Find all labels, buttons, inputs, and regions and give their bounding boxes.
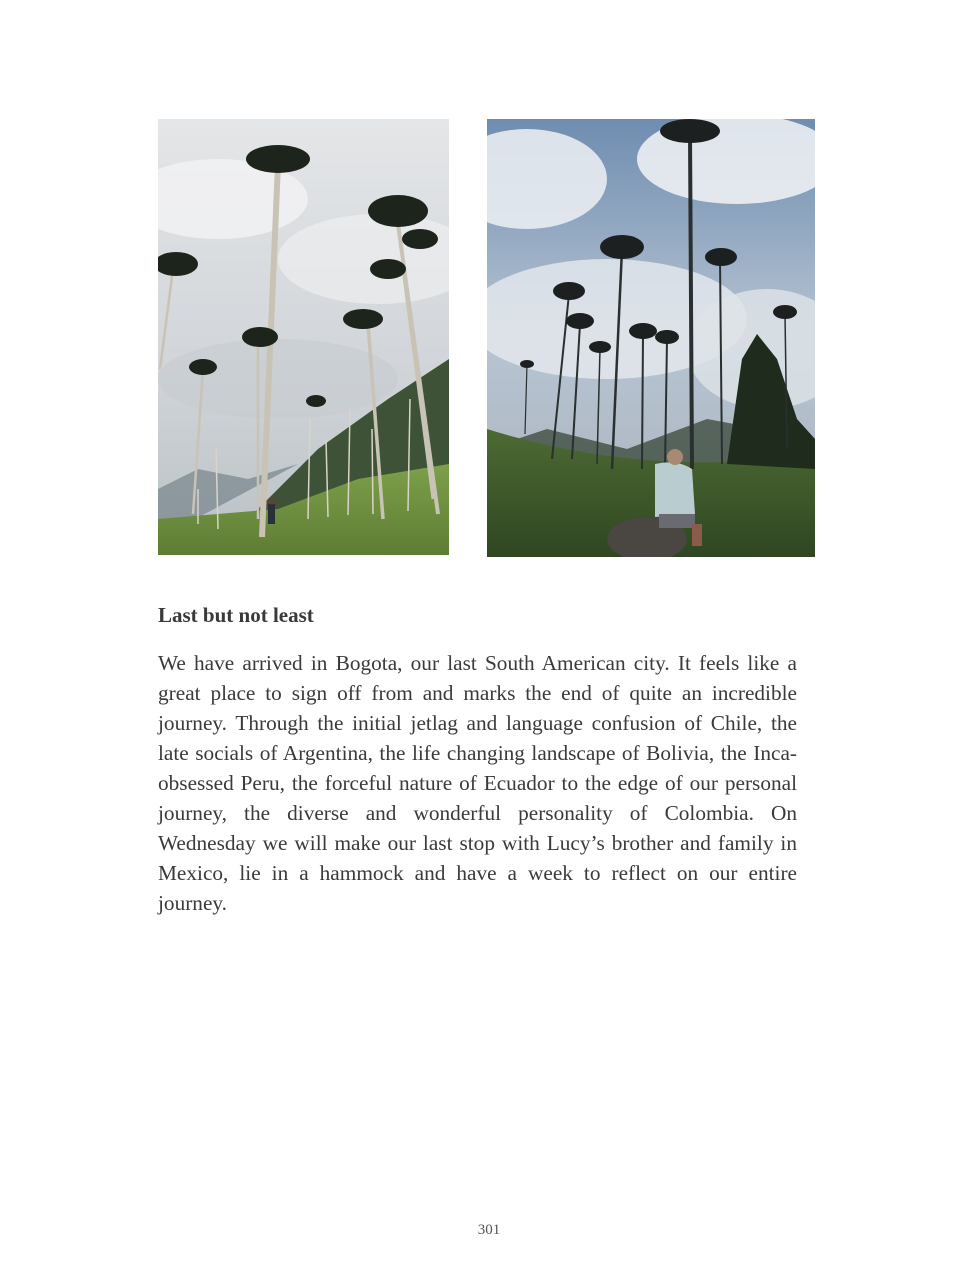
body-paragraph: We have arrived in Bogota, our last South American city. It feels like a great place to sign off from and marks the end of quite an incredible journey. Through the initial jetlag and language confusion of Chile, the late socials of Argentina, the life changing landscape of Bolivia, the Inca-obsessed Peru, the forceful nature of Ecuador to the edge of our personal journey, the diverse and wonderful personality of Colombia. On Wednesday we will make our last stop with Lucy’s brother and family in Mexico, lie in a hammock and have a week to reflect on our entire journey. bbox=[158, 651, 797, 915]
page-number: 301 bbox=[477, 1222, 501, 1238]
photo-left bbox=[158, 119, 449, 555]
photo-right-image bbox=[487, 119, 815, 557]
photo-left-image bbox=[158, 119, 449, 555]
photo-right bbox=[487, 119, 815, 557]
section-heading: Last but not least bbox=[158, 603, 314, 627]
